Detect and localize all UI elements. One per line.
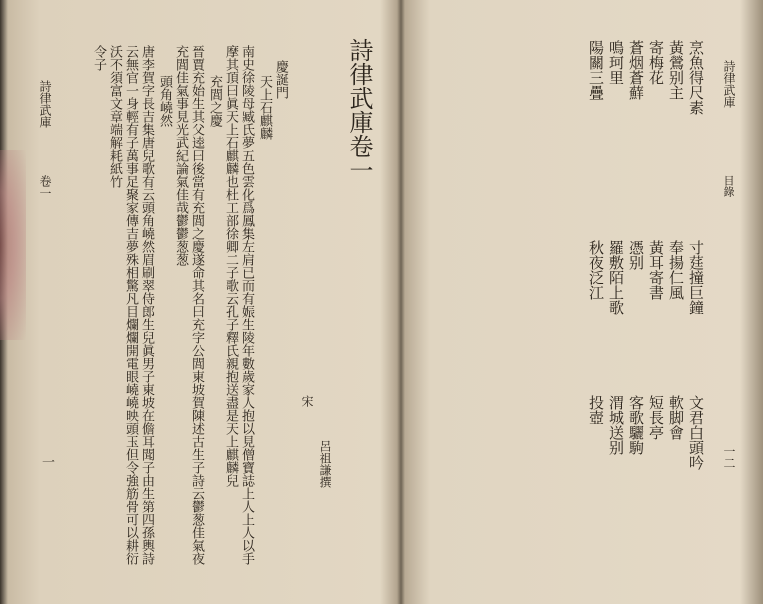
toc-5-top: 鳴珂里 (607, 40, 625, 85)
left-line-10: 云無官一身輕有子萬事足聚家傳吉夢殊相驚凡目爛爛開電眼嶢嶢映頭玉但令強筋骨可以耕衍 (123, 45, 138, 565)
toc-2-top: 黃鶯别主 (667, 40, 685, 100)
left-line-6: 晉賈充始生其父逵曰後當有充閭之慶遂命其名曰充字公閭東坡賀陳述古生子詩云鬱葱佳氣夜 (189, 45, 204, 565)
left-line-11: 沃不須富文章端解耗紙竹 (107, 45, 122, 188)
left-line-9: 唐李賀字長吉集唐兒歌有云頭角嶢然眉刷翠侍郎生兒眞男子東坡在儋耳聞子由生第四孫輿詩 (139, 45, 154, 565)
toc-6-top: 陽關三疊 (587, 40, 605, 100)
toc-3-bot: 短長亭 (647, 395, 665, 440)
toc-1-top: 烹魚得尺素 (687, 40, 705, 115)
author: 呂祖謙撰 (318, 440, 332, 488)
right-page-number: 一二 (722, 445, 736, 469)
left-line-3: 南史徐陵母臧氏夢五色雲化爲鳳集左肩已而有娠生陵年數歲家人抱以見僧寶誌上人上人以手 (239, 45, 254, 565)
left-header-volume: 卷一 (38, 175, 52, 199)
left-line-5: 充閭之慶 (207, 75, 222, 127)
right-header-section: 目錄 (722, 175, 735, 197)
left-line-7: 充閭佳氣事見光武紀論氣佳哉鬱鬱葱葱 (173, 45, 188, 266)
left-line-12: 令子 (91, 45, 106, 71)
toc-5-mid: 羅敷陌上歌 (607, 240, 625, 315)
toc-5-bot: 渭城送别 (607, 395, 625, 455)
left-line-4: 摩其頂曰眞天上石麒麟也杜工部徐卿二子歌云孔子釋氏親抱送盡是天上麒麟兒 (223, 45, 238, 487)
toc-2-mid: 奉揚仁風 (667, 240, 685, 300)
toc-4-top: 蒼烟蒼蘚 (627, 40, 645, 100)
left-page-number: 一 (39, 455, 54, 468)
toc-1-mid: 寸莛撞巨鐘 (687, 240, 705, 315)
toc-4-bot: 客歌驪駒 (627, 395, 645, 455)
left-header-book: 詩律武庫 (38, 80, 52, 128)
thumb-shadow (0, 150, 26, 340)
author-dynasty: 宋 (300, 395, 314, 407)
toc-2-bot: 軟脚會 (667, 395, 685, 440)
toc-3-mid: 黃耳寄書 (647, 240, 665, 300)
left-line-8: 頭角嶢然 (157, 75, 172, 127)
left-line-1: 慶誕門 (273, 60, 288, 99)
toc-1-bot: 文君白頭吟 (687, 395, 705, 470)
toc-6-mid: 秋夜泛江 (587, 240, 605, 300)
toc-6-bot: 投壺 (587, 395, 605, 425)
toc-4-mid: 憑别 (627, 240, 645, 270)
right-header-book: 詩律武庫 (722, 60, 736, 108)
left-line-2: 天上石麒麟 (257, 75, 272, 140)
volume-title: 詩律武庫卷一 (345, 38, 373, 182)
toc-3-top: 寄梅花 (647, 40, 665, 85)
